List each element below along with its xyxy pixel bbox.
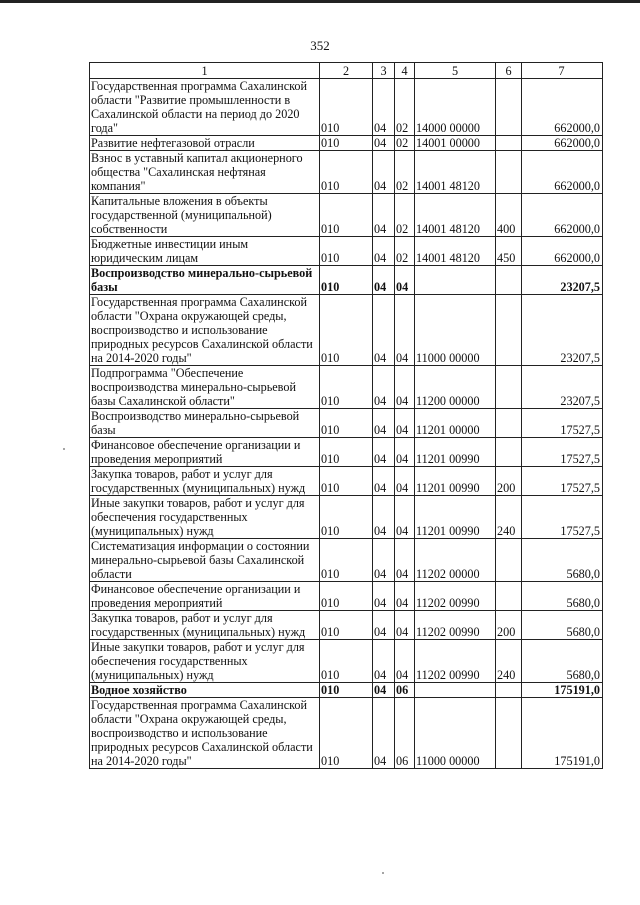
row-value-cell: 23207,5	[522, 366, 603, 409]
row-value-cell: 04	[395, 611, 415, 640]
row-value-cell: 04	[373, 79, 395, 136]
header-cell: 3	[373, 63, 395, 79]
row-value-cell	[496, 409, 522, 438]
row-value-cell: 010	[320, 698, 373, 769]
table-row	[90, 640, 603, 683]
row-value-cell: 11201 00000	[415, 409, 496, 438]
row-value-cell: 010	[320, 409, 373, 438]
row-value-cell: 14000 00000	[415, 79, 496, 136]
row-value-cell: 04	[373, 194, 395, 237]
table-row	[90, 438, 603, 467]
row-name-cell: Подпрограмма "Обеспечение воспроизводства минерально-сырьевой базы Сахалинской области"	[90, 366, 320, 409]
table-row	[90, 683, 603, 698]
row-value-cell: 04	[373, 640, 395, 683]
budget-table	[89, 62, 603, 769]
row-value-cell	[496, 582, 522, 611]
row-value-cell: 04	[395, 438, 415, 467]
row-value-cell: 010	[320, 640, 373, 683]
row-value-cell: 662000,0	[522, 237, 603, 266]
row-name-cell: Капитальные вложения в объекты государственной (муниципальной) собственности	[90, 194, 320, 237]
row-value-cell: 010	[320, 266, 373, 295]
table-row	[90, 698, 603, 769]
table-row	[90, 611, 603, 640]
top-border-line	[0, 0, 640, 3]
row-value-cell	[496, 539, 522, 582]
row-value-cell: 17527,5	[522, 496, 603, 539]
row-value-cell: 04	[373, 582, 395, 611]
row-value-cell: 11202 00990	[415, 640, 496, 683]
row-name-cell: Систематизация информации о состоянии минерально-сырьевой базы Сахалинской области	[90, 539, 320, 582]
row-value-cell: 04	[373, 366, 395, 409]
row-value-cell: 04	[395, 409, 415, 438]
header-cell: 2	[320, 63, 373, 79]
header-cell: 6	[496, 63, 522, 79]
row-name-cell: Финансовое обеспечение организации и проведения мероприятий	[90, 582, 320, 611]
row-value-cell: 11000 00000	[415, 698, 496, 769]
row-name-cell: Водное хозяйство	[90, 683, 320, 698]
row-value-cell: 662000,0	[522, 194, 603, 237]
row-value-cell: 11202 00990	[415, 582, 496, 611]
row-value-cell: 11202 00990	[415, 611, 496, 640]
table-row	[90, 496, 603, 539]
row-value-cell: 010	[320, 237, 373, 266]
row-value-cell: 5680,0	[522, 640, 603, 683]
row-value-cell: 175191,0	[522, 698, 603, 769]
header-row	[90, 63, 603, 79]
header-cell: 5	[415, 63, 496, 79]
row-value-cell: 04	[373, 539, 395, 582]
row-value-cell: 06	[395, 683, 415, 698]
row-value-cell: 04	[373, 496, 395, 539]
row-value-cell: 02	[395, 79, 415, 136]
page-number: 352	[310, 38, 330, 53]
row-value-cell: 04	[395, 295, 415, 366]
row-value-cell: 010	[320, 539, 373, 582]
table-row	[90, 136, 603, 151]
row-value-cell: 010	[320, 582, 373, 611]
table-row	[90, 266, 603, 295]
table-row	[90, 295, 603, 366]
table-row	[90, 194, 603, 237]
header-cell: 4	[395, 63, 415, 79]
row-value-cell: 04	[373, 237, 395, 266]
row-name-cell: Закупка товаров, работ и услуг для государственных (муниципальных) нужд	[90, 467, 320, 496]
row-name-cell: Государственная программа Сахалинской области "Охрана окружающей среды, воспроизводство и использование природных ресурсов Сахалинской области на 2014-2020 годы"	[90, 698, 320, 769]
row-value-cell	[496, 438, 522, 467]
row-name-cell: Финансовое обеспечение организации и проведения мероприятий	[90, 438, 320, 467]
row-value-cell: 240	[496, 640, 522, 683]
row-name-cell: Развитие нефтегазовой отрасли	[90, 136, 320, 151]
row-value-cell: 010	[320, 136, 373, 151]
row-value-cell: 04	[373, 683, 395, 698]
row-value-cell: 11200 00000	[415, 366, 496, 409]
row-value-cell: 04	[395, 539, 415, 582]
row-value-cell	[496, 698, 522, 769]
row-value-cell	[496, 151, 522, 194]
table-row	[90, 366, 603, 409]
row-value-cell: 200	[496, 467, 522, 496]
row-name-cell: Закупка товаров, работ и услуг для государственных (муниципальных) нужд	[90, 611, 320, 640]
row-value-cell: 04	[373, 151, 395, 194]
row-value-cell: 14001 48120	[415, 237, 496, 266]
header-cell: 1	[90, 63, 320, 79]
row-value-cell: 02	[395, 151, 415, 194]
row-value-cell: 04	[395, 582, 415, 611]
row-value-cell: 04	[373, 295, 395, 366]
row-value-cell: 04	[373, 409, 395, 438]
row-value-cell: 23207,5	[522, 295, 603, 366]
row-value-cell: 010	[320, 683, 373, 698]
row-value-cell	[496, 136, 522, 151]
row-value-cell: 240	[496, 496, 522, 539]
row-value-cell: 010	[320, 467, 373, 496]
row-value-cell: 04	[395, 467, 415, 496]
row-name-cell: Воспроизводство минерально-сырьевой базы	[90, 266, 320, 295]
row-value-cell: 14001 48120	[415, 194, 496, 237]
row-value-cell: 175191,0	[522, 683, 603, 698]
row-value-cell: 04	[395, 640, 415, 683]
table-row	[90, 151, 603, 194]
row-value-cell: 04	[373, 266, 395, 295]
table-row	[90, 79, 603, 136]
row-value-cell: 662000,0	[522, 136, 603, 151]
row-value-cell: 04	[373, 467, 395, 496]
row-value-cell: 5680,0	[522, 582, 603, 611]
row-name-cell: Взнос в уставный капитал акционерного общества "Сахалинская нефтяная компания"	[90, 151, 320, 194]
row-value-cell	[496, 79, 522, 136]
row-value-cell	[496, 683, 522, 698]
row-value-cell: 662000,0	[522, 79, 603, 136]
row-value-cell: 04	[373, 611, 395, 640]
table-row	[90, 237, 603, 266]
scan-speck	[382, 872, 384, 874]
row-value-cell: 010	[320, 438, 373, 467]
row-value-cell: 010	[320, 295, 373, 366]
row-value-cell	[496, 366, 522, 409]
row-value-cell: 010	[320, 366, 373, 409]
row-value-cell: 17527,5	[522, 409, 603, 438]
table-row	[90, 409, 603, 438]
row-value-cell: 04	[373, 438, 395, 467]
row-value-cell	[415, 266, 496, 295]
row-value-cell	[496, 295, 522, 366]
row-value-cell: 17527,5	[522, 467, 603, 496]
row-value-cell	[415, 683, 496, 698]
row-value-cell: 400	[496, 194, 522, 237]
row-name-cell: Государственная программа Сахалинской области "Охрана окружающей среды, воспроизводство и использование природных ресурсов Сахалинской области на 2014-2020 годы"	[90, 295, 320, 366]
row-value-cell: 02	[395, 136, 415, 151]
row-value-cell: 200	[496, 611, 522, 640]
row-value-cell: 04	[373, 136, 395, 151]
row-name-cell: Иные закупки товаров, работ и услуг для обеспечения государственных (муниципальных) нужд	[90, 496, 320, 539]
row-value-cell: 06	[395, 698, 415, 769]
row-value-cell: 04	[395, 496, 415, 539]
table-row	[90, 539, 603, 582]
row-value-cell: 5680,0	[522, 611, 603, 640]
row-value-cell: 11202 00000	[415, 539, 496, 582]
row-value-cell: 5680,0	[522, 539, 603, 582]
row-value-cell: 17527,5	[522, 438, 603, 467]
row-value-cell: 010	[320, 79, 373, 136]
row-value-cell: 450	[496, 237, 522, 266]
scan-speck	[63, 448, 65, 450]
row-name-cell: Иные закупки товаров, работ и услуг для обеспечения государственных (муниципальных) нужд	[90, 640, 320, 683]
row-value-cell: 14001 48120	[415, 151, 496, 194]
row-value-cell: 11000 00000	[415, 295, 496, 366]
header-cell: 7	[522, 63, 603, 79]
row-name-cell: Бюджетные инвестиции иным юридическим лицам	[90, 237, 320, 266]
row-value-cell: 04	[395, 266, 415, 295]
row-value-cell: 010	[320, 151, 373, 194]
row-value-cell	[496, 266, 522, 295]
table-row	[90, 582, 603, 611]
row-value-cell: 11201 00990	[415, 438, 496, 467]
row-value-cell: 010	[320, 496, 373, 539]
row-value-cell: 14001 00000	[415, 136, 496, 151]
row-value-cell: 23207,5	[522, 266, 603, 295]
row-value-cell: 02	[395, 194, 415, 237]
row-value-cell: 010	[320, 611, 373, 640]
table-row	[90, 467, 603, 496]
row-value-cell: 010	[320, 194, 373, 237]
row-value-cell: 662000,0	[522, 151, 603, 194]
row-value-cell: 02	[395, 237, 415, 266]
row-value-cell: 04	[395, 366, 415, 409]
row-name-cell: Государственная программа Сахалинской области "Развитие промышленности в Сахалинской области на период до 2020 года"	[90, 79, 320, 136]
row-value-cell: 11201 00990	[415, 496, 496, 539]
row-value-cell: 11201 00990	[415, 467, 496, 496]
row-name-cell: Воспроизводство минерально-сырьевой базы	[90, 409, 320, 438]
row-value-cell: 04	[373, 698, 395, 769]
